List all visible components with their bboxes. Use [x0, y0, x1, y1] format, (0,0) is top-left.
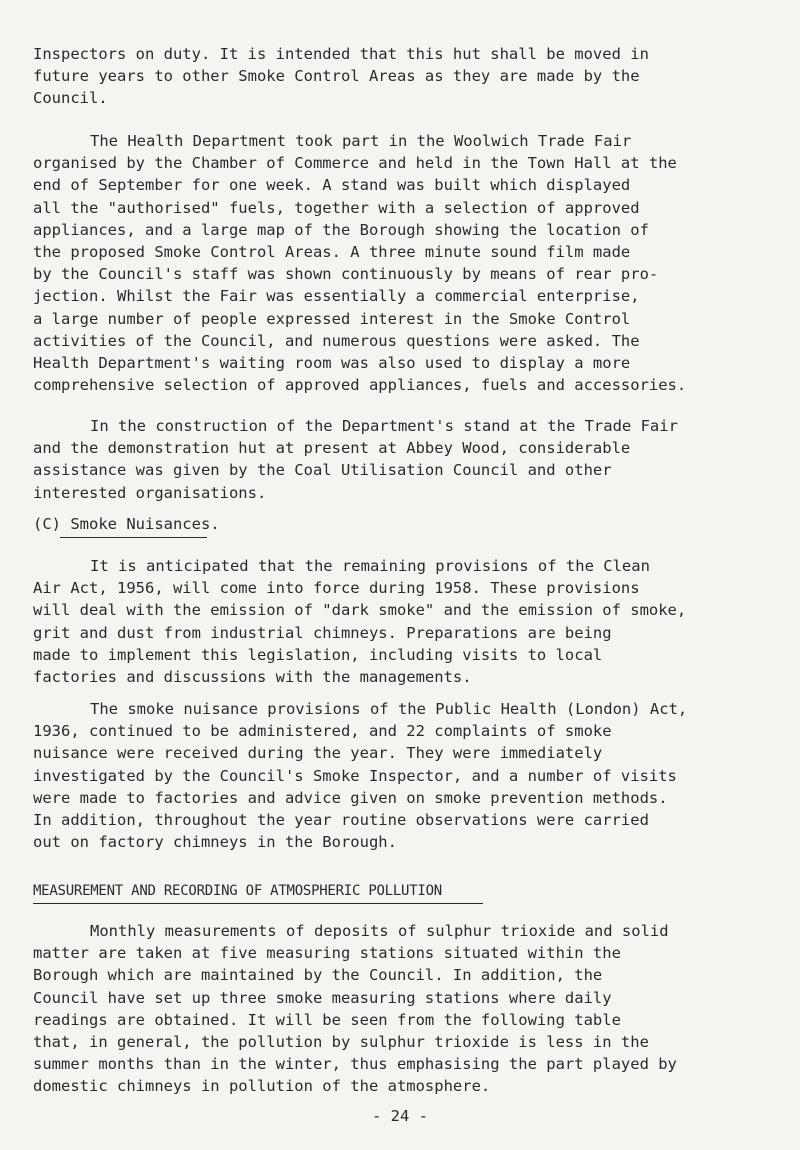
- text-line: assistance was given by the Coal Utilisation Council and other: [33, 461, 612, 480]
- text-line: summer months than in the winter, thus emphasising the part played by: [33, 1055, 677, 1074]
- text-line: made to implement this legislation, including visits to local: [33, 645, 603, 664]
- text-line: In addition, throughout the year routine observations were carried: [33, 811, 649, 830]
- text-line: Air Act, 1956, will come into force during 1958. These provisions: [33, 579, 640, 598]
- text-line: jection. Whilst the Fair was essentially a commercial enterprise,: [33, 287, 640, 306]
- text-line: a large number of people expressed interest in the Smoke Control: [33, 309, 631, 328]
- text-line: Borough which are maintained by the Council. In addition, the: [33, 966, 603, 985]
- paragraph-clean-air-act: [33, 555, 773, 688]
- text-line: The smoke nuisance provisions of the Public Health (London) Act,: [90, 700, 688, 718]
- text-line: Council.: [33, 89, 108, 108]
- text-line: appliances, and a large map of the Borough showing the location of: [33, 220, 649, 239]
- text-line: that, in general, the pollution by sulphur trioxide is less in the: [33, 1033, 649, 1052]
- paragraph-monthly-measurements: [33, 920, 773, 1098]
- text-line: domestic chimneys in pollution of the atmosphere.: [33, 1077, 491, 1096]
- text-line: In the construction of the Department's stand at the Trade Fair: [90, 417, 678, 435]
- text-line: by the Council's staff was shown continuously by means of rear pro-: [33, 265, 659, 284]
- page-number: - 24 -: [372, 1107, 428, 1125]
- text-line: investigated by the Council's Smoke Inspector, and a number of visits: [33, 766, 677, 785]
- text-line: were made to factories and advice given on smoke prevention methods.: [33, 788, 668, 807]
- paragraph-trade-fair: [33, 130, 773, 396]
- heading-underline: [60, 537, 207, 538]
- heading-underline: [33, 903, 483, 904]
- text-line: readings are obtained. It will be seen from the following table: [33, 1010, 621, 1029]
- text-line: factories and discussions with the managements.: [33, 668, 472, 687]
- text-line: Health Department's waiting room was also used to display a more: [33, 354, 631, 373]
- text-line: organised by the Chamber of Commerce and held in the Town Hall at the: [33, 154, 677, 173]
- text-line: future years to other Smoke Control Areas as they are made by the: [33, 67, 640, 86]
- text-line: interested organisations.: [33, 483, 267, 502]
- paragraph-inspectors: [33, 43, 773, 110]
- text-line: will deal with the emission of "dark smoke" and the emission of smoke,: [33, 601, 687, 620]
- text-line: grit and dust from industrial chimneys. Preparations are being: [33, 623, 612, 642]
- text-line: Council have set up three smoke measuring stations where daily: [33, 988, 612, 1007]
- paragraph-public-health-act: [33, 698, 773, 853]
- text-line: end of September for one week. A stand was built which displayed: [33, 176, 631, 195]
- text-line: matter are taken at five measuring stations situated within the: [33, 944, 621, 963]
- text-line: Inspectors on duty. It is intended that this hut shall be moved in: [33, 45, 649, 63]
- text-line: It is anticipated that the remaining provisions of the Clean: [90, 557, 650, 575]
- text-line: the proposed Smoke Control Areas. A three minute sound film made: [33, 243, 631, 262]
- section-heading-smoke-nuisances: (C) Smoke Nuisances.: [33, 515, 220, 533]
- text-line: 1936, continued to be administered, and 22 complaints of smoke: [33, 722, 612, 741]
- text-line: The Health Department took part in the Woolwich Trade Fair: [90, 132, 632, 150]
- text-line: comprehensive selection of approved appliances, fuels and accessories.: [33, 376, 687, 395]
- text-line: all the "authorised" fuels, together with a selection of approved: [33, 198, 640, 217]
- section-heading-measurement: MEASUREMENT AND RECORDING OF ATMOSPHERIC POLLUTION: [33, 883, 442, 899]
- paragraph-construction: [33, 415, 773, 504]
- text-line: activities of the Council, and numerous questions were asked. The: [33, 331, 640, 350]
- text-line: out on factory chimneys in the Borough.: [33, 833, 397, 852]
- text-line: nuisance were received during the year. They were immediately: [33, 744, 603, 763]
- text-line: and the demonstration hut at present at Abbey Wood, considerable: [33, 439, 631, 458]
- text-line: Monthly measurements of deposits of sulphur trioxide and solid: [90, 922, 669, 940]
